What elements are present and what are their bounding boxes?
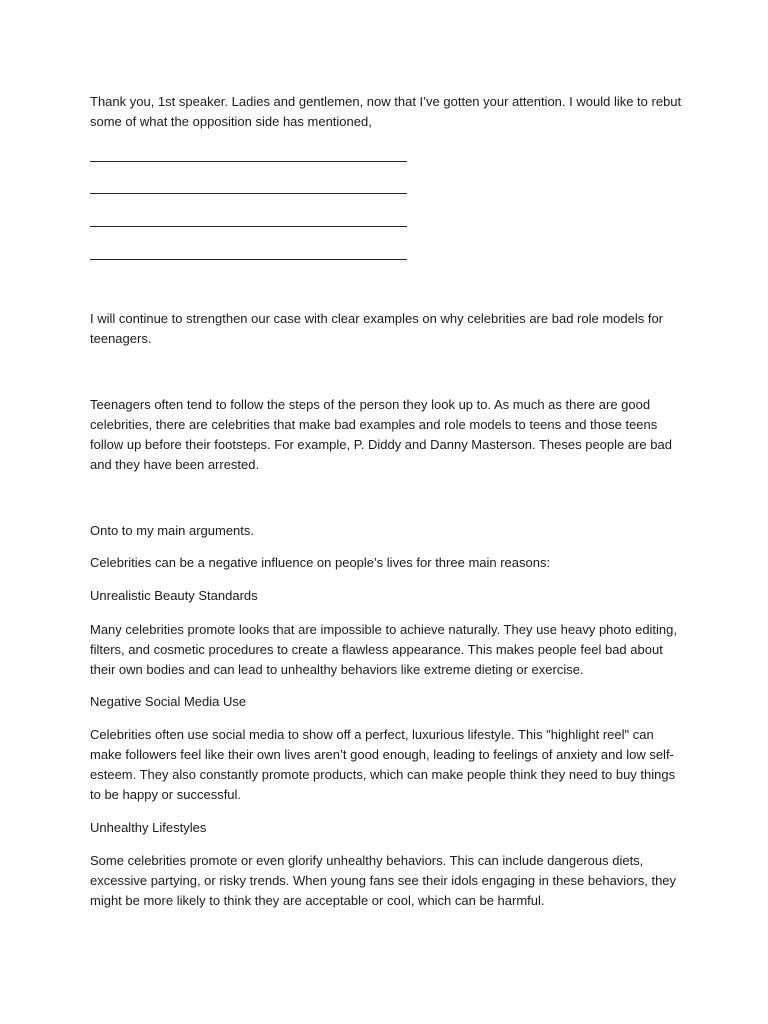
reasons-intro-line: Celebrities can be a negative influence on people’s lives for three main reasons: (90, 555, 551, 570)
blank-line-4 (90, 259, 407, 260)
continue-paragraph: I will continue to strengthen our case with clear examples on why celebrities are bad role models for teenagers. (90, 311, 664, 346)
section-heading-beauty: Unrealistic Beauty Standards (90, 588, 258, 603)
onto-arguments-line: Onto to my main arguments. (90, 523, 255, 538)
section-body-lifestyles: Some celebrities promote or even glorify unhealthy behaviors. This can include dangerous diets, excessive partying, or risky trends. When young fans see their idols engaging in these behaviors, they might be more likely to think they are acceptable or cool, which can be harmful. (90, 853, 677, 908)
blank-line-1 (90, 161, 407, 162)
section-heading-lifestyles: Unhealthy Lifestyles (90, 820, 207, 835)
section-body-social-media: Celebrities often use social media to show off a perfect, luxurious lifestyle. This "highlight reel" can make followers feel like their own lives aren’t good enough, leading to feelings of anxiety and low self-esteem. They also constantly promote products, which can make people think they need to buy things to be happy or successful. (90, 727, 676, 802)
teenagers-paragraph: Teenagers often tend to follow the steps of the person they look up to. As much as there are good celebrities, there are celebrities that make bad examples and role models to teens and those teens follow up before their footsteps. For example, P. Diddy and Danny Masterson. Theses people are bad and they have been arrested. (90, 397, 672, 472)
section-body-beauty: Many celebrities promote looks that are impossible to achieve naturally. They use heavy photo editing, filters, and cosmetic procedures to create a flawless appearance. This makes people feel bad about their own bodies and can lead to unhealthy behaviors like extreme dieting or exercise. (90, 622, 678, 677)
section-heading-social-media: Negative Social Media Use (90, 694, 247, 709)
intro-paragraph: Thank you, 1st speaker. Ladies and gentlemen, now that I’ve gotten your attention. I would like to rebut some of what the opposition side has mentioned, (90, 94, 682, 129)
blank-line-3 (90, 226, 407, 227)
blank-line-2 (90, 193, 407, 194)
